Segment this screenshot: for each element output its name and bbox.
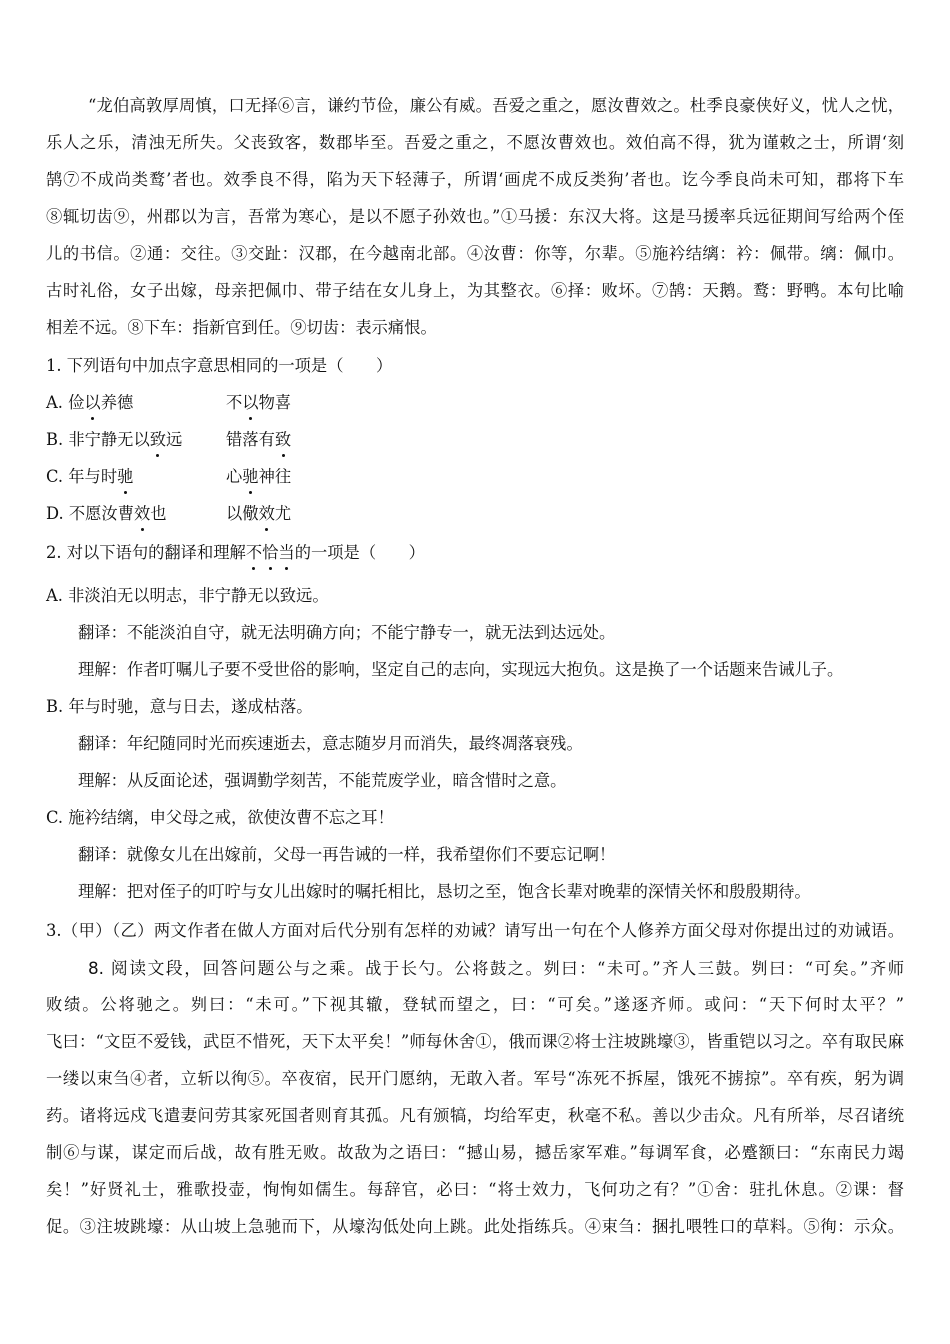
option-text: 养德 bbox=[100, 393, 134, 412]
dotted-char: 效 bbox=[259, 501, 275, 527]
option-text: 非宁静无以 bbox=[68, 430, 150, 449]
option-b-sentence: B. 年与时驰，意与日去，遂成枯落。 bbox=[46, 697, 313, 716]
passage-line: 矣！”好贤礼士，雅歌投壶，恂恂如儒生。每辞官，必曰：“将士效力，飞何功之有？”①舍：驻扎休息。②课：督 bbox=[46, 1180, 904, 1199]
option-label: C. bbox=[46, 467, 64, 486]
option-text: 也 bbox=[150, 504, 167, 523]
option-text: 远 bbox=[166, 430, 183, 449]
dotted-char: 以 bbox=[84, 390, 100, 416]
option-c-sentence: C. 施衿结缡，申父母之戒，欲使汝曹不忘之耳！ bbox=[46, 808, 394, 827]
option-a-sentence: A. 非淡泊无以明志，非宁静无以致远。 bbox=[46, 586, 329, 605]
option-b-translation: 翻译：年纪随同时光而疾速逝去，意志随岁月而消失，最终凋落衰残。 bbox=[78, 734, 583, 753]
passage-line: 乐人之乐，清浊无所失。父丧致客，数郡毕至。吾爱之重之，不愿汝曹效也。效伯高不得，犹为谨敕之士，所谓‘刻 bbox=[46, 133, 904, 152]
option-label: B. bbox=[46, 430, 64, 449]
passage-line: 鹄⑦不成尚类鹜’者也。效季良不得，陷为天下轻薄子，所谓‘画虎不成反类狗’者也。讫今季良尚未可知，郡将下车 bbox=[46, 170, 904, 189]
question-3: 3.（甲）（乙）两文作者在做人方面对后代分别有怎样的劝诫？请写出一句在个人修养方面父母对你提出过的劝诫语。 bbox=[46, 921, 904, 940]
dotted-char: 以 bbox=[242, 390, 258, 416]
dotted-char: 驰 bbox=[117, 464, 133, 490]
option-label: D. bbox=[46, 504, 64, 523]
passage-line: 药。诸将远戍飞遣妻问劳其家死国者则育其孤。凡有颁犒，均给军吏，秋毫不私。善以少击众。凡有所举，尽召诸统 bbox=[46, 1106, 904, 1125]
question-heading: 8. 阅读文段，回答问题 bbox=[88, 958, 276, 978]
question-stem: 1. 下列语句中加点字意思相同的一项是（ ） bbox=[46, 356, 393, 375]
passage-line: 相差不远。⑧下车：指新官到任。⑨切齿：表示痛恨。 bbox=[46, 318, 437, 337]
option-text: 心 bbox=[226, 467, 243, 486]
passage-line: 儿的书信。②通：交往。③交趾：汉郡，在今越南北部。④汝曹：你等，尔辈。⑤施衿结缡：衿：佩带。缡：佩巾。 bbox=[46, 244, 904, 263]
passage-line bbox=[88, 955, 904, 982]
option-text: 错落有 bbox=[226, 430, 275, 449]
dotted-char: 致 bbox=[150, 427, 166, 453]
passage-line: 飞曰：“文臣不爱钱，武臣不惜死，天下太平矣！”师每休舍①，俄而课②将士注坡跳壕③，皆重铠以习之。卒有取民麻 bbox=[46, 1032, 904, 1051]
option-c-understanding: 理解：把对侄子的叮咛与女儿出嫁时的嘱托相比，恳切之至，饱含长辈对晚辈的深情关怀和殷殷期待。 bbox=[78, 882, 811, 901]
passage-text: 公与之乘。战于长勺。公将鼓之。刿曰：“未可。”齐人三鼓。刿曰：“可矣。”齐师 bbox=[275, 959, 904, 978]
option-label: A. bbox=[46, 393, 63, 412]
option-text: 年与时 bbox=[68, 467, 118, 486]
passage-line: 制⑥与谋，谋定而后战，故有胜无败。故敌为之语曰：“撼山易，撼岳家军难。”每调军食，必蹙额曰：“东南民力竭 bbox=[46, 1143, 904, 1162]
dotted-char: 恰 bbox=[262, 540, 278, 566]
passage-line: 败绩。公将驰之。刿曰：“未可。”下视其辙，登轼而望之，曰：“可矣。”遂逐齐师。或问：“天下何时太平？” bbox=[46, 995, 904, 1014]
passage-line: 一缕以束刍④者，立斩以徇⑤。卒夜宿，民开门愿纳，无敢入者。军号“冻死不拆屋，饿死不掳掠”。卒有疾，躬为调 bbox=[46, 1069, 904, 1088]
option-text: 不愿汝曹 bbox=[68, 504, 134, 523]
stem-text: 的一项是（ ） bbox=[294, 543, 425, 562]
option-text: 以儆 bbox=[226, 504, 259, 523]
question-stem bbox=[46, 540, 904, 566]
dotted-char: 效 bbox=[134, 501, 150, 527]
option-a-translation: 翻译：不能淡泊自守，就无法明确方向；不能宁静专一，就无法到达远处。 bbox=[78, 623, 616, 642]
stem-text: 2. 对以下语句的翻译和理解 bbox=[46, 543, 246, 562]
option-a-understanding: 理解：作者叮嘱儿子要不受世俗的影响，坚定自己的志向，实现远大抱负。这是换了一个话题来告诫儿子。 bbox=[78, 660, 844, 679]
option-text: 不 bbox=[226, 393, 243, 412]
passage-line: 古时礼俗，女子出嫁，母亲把佩巾、带子结在女儿身上，为其整衣。⑥择：败坏。⑦鹄：天鹅。鹜：野鸭。本句比喻 bbox=[46, 281, 904, 300]
dotted-char: 致 bbox=[275, 427, 291, 453]
option-text: 尤 bbox=[274, 504, 292, 523]
option-text: 神往 bbox=[258, 467, 292, 486]
passage-line: “龙伯高敦厚周慎，口无择⑥言，谦约节俭，廉公有威。吾爱之重之，愿汝曹效之。杜季良豪侠好义，忧人之忧， bbox=[88, 96, 904, 115]
dotted-char: 当 bbox=[278, 540, 294, 566]
dotted-char: 驰 bbox=[242, 464, 258, 490]
dotted-char: 不 bbox=[246, 540, 262, 566]
option-b-understanding: 理解：从反面论述，强调勤学刻苦，不能荒废学业，暗含惜时之意。 bbox=[78, 771, 567, 790]
passage-line: ⑧辄切齿⑨，州郡以为言，吾常为寒心，是以不愿子孙效也。”①马援：东汉大将。这是马援率兵远征期间写给两个侄 bbox=[46, 207, 904, 226]
option-text: 俭 bbox=[68, 393, 85, 412]
option-c-translation: 翻译：就像女儿在出嫁前，父母一再告诫的一样，我希望你们不要忘记啊！ bbox=[78, 845, 616, 864]
passage-line: 促。③注坡跳壕：从山坡上急驰而下，从壕沟低处向上跳。此处指练兵。④束刍：捆扎喂牲口的草料。⑤徇：示众。 bbox=[46, 1217, 904, 1236]
option-text: 物喜 bbox=[258, 393, 292, 412]
